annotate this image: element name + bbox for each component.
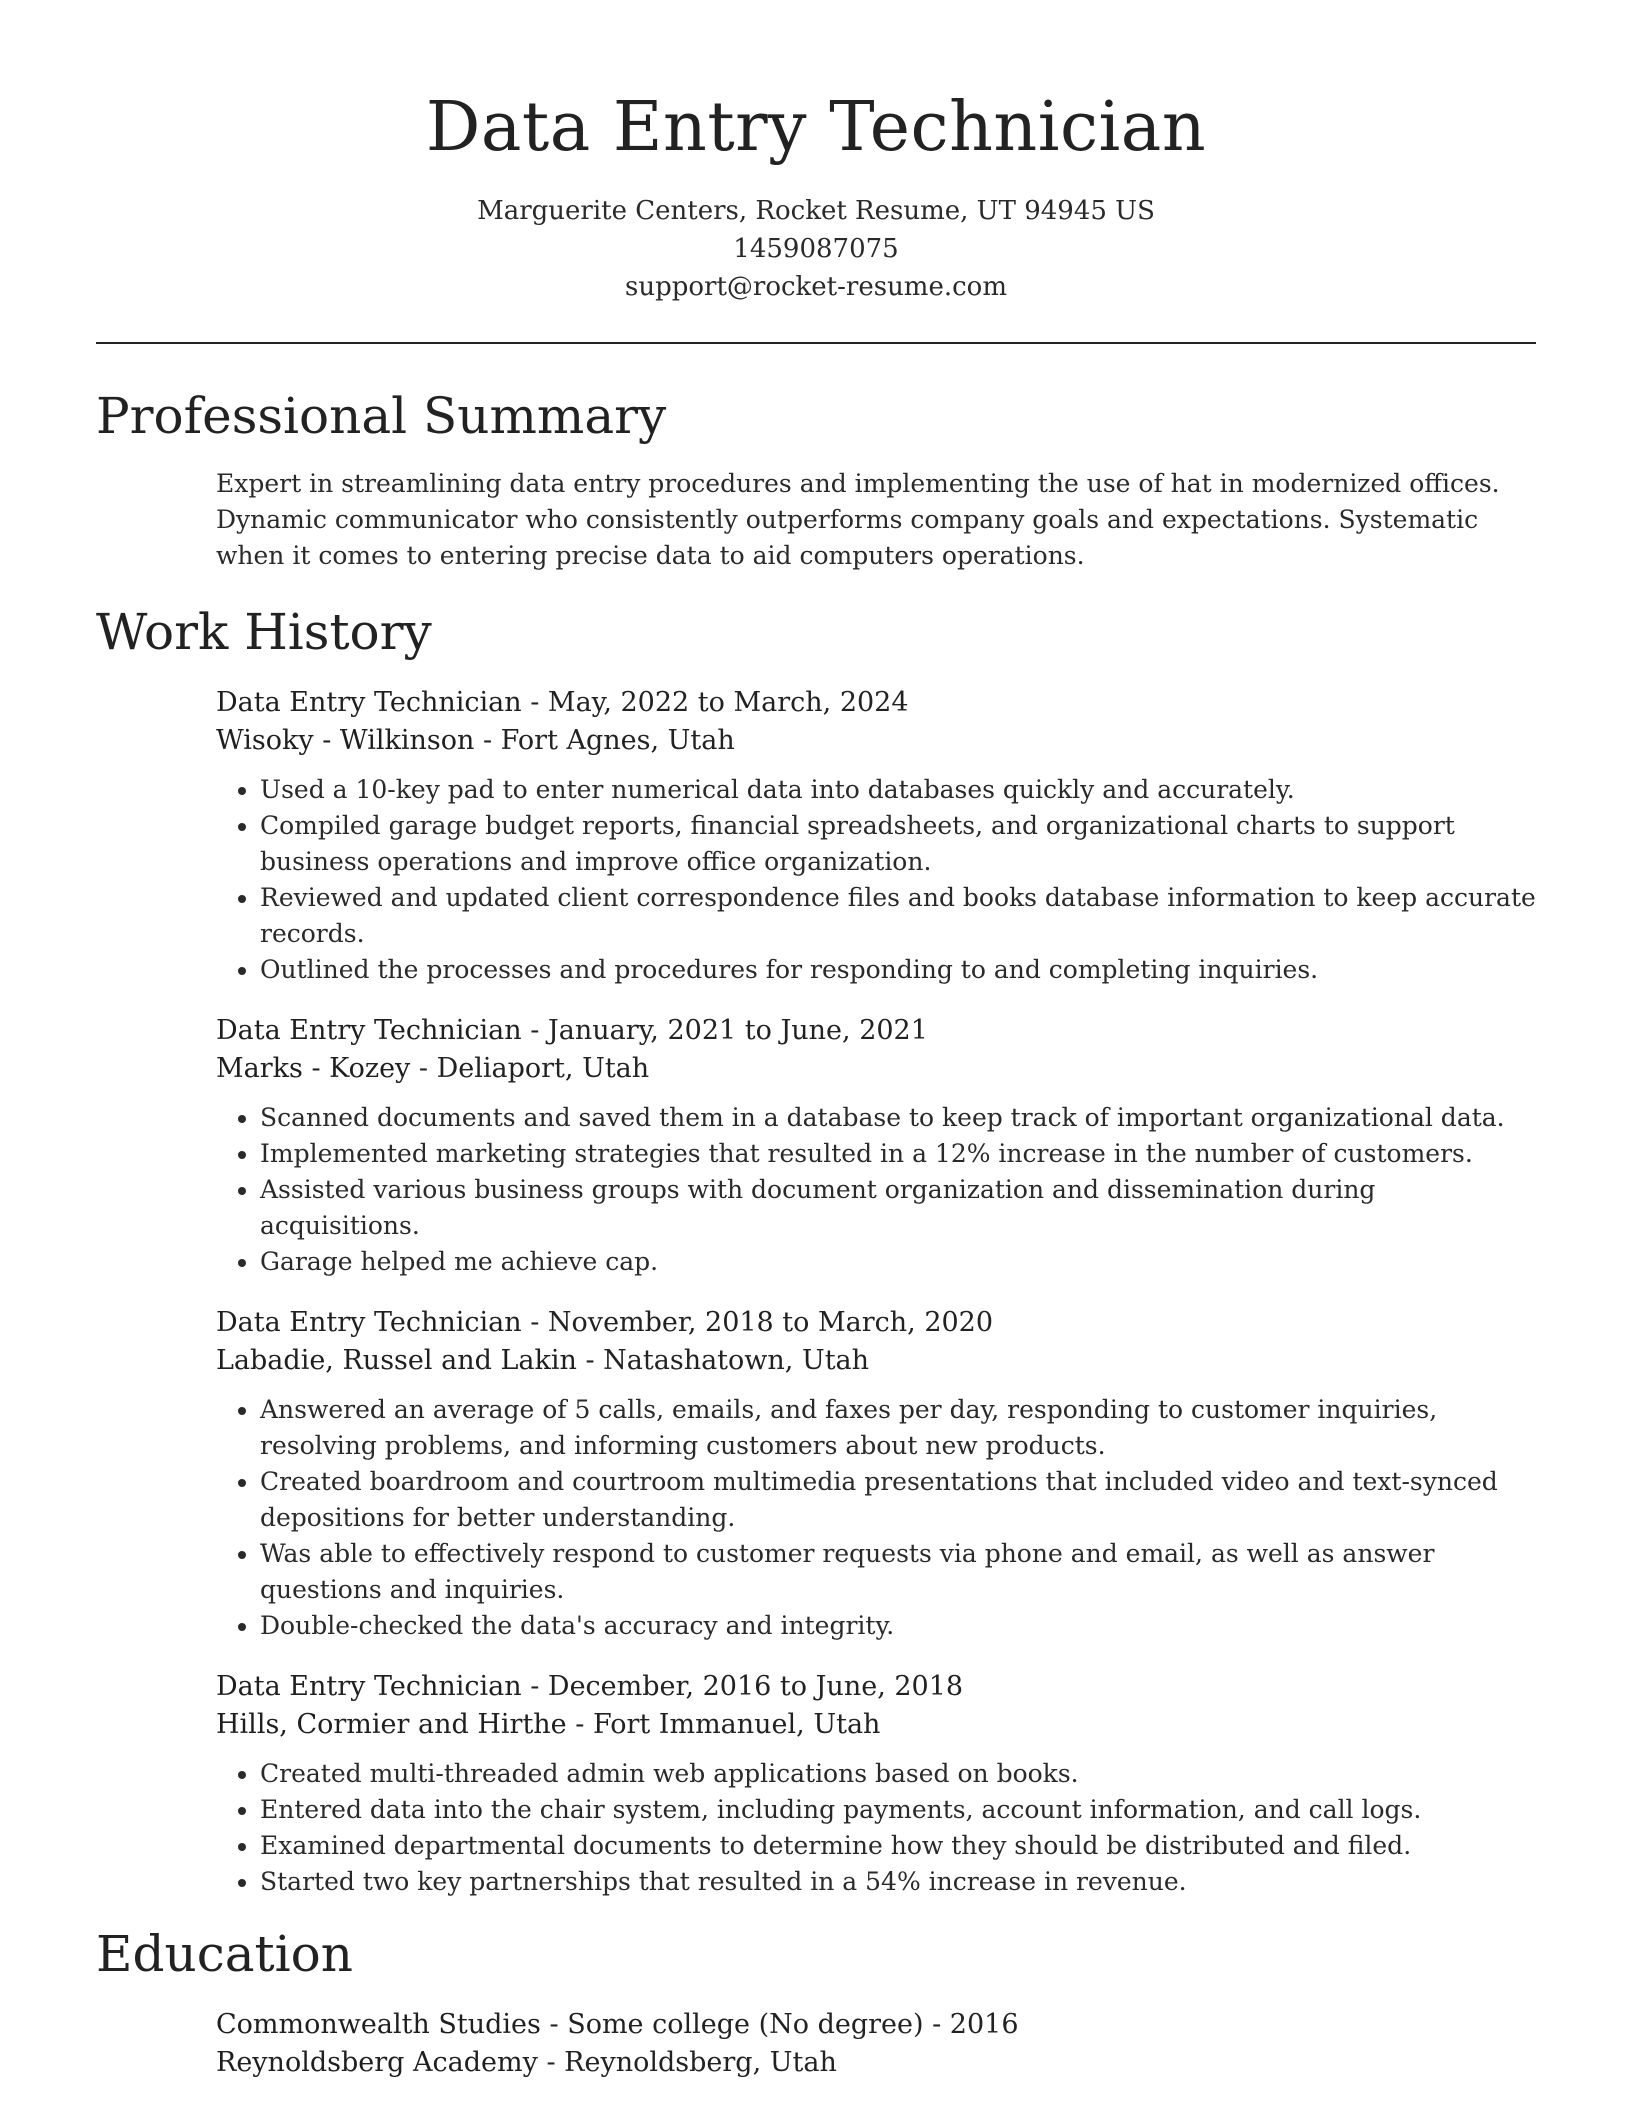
contact-phone: 1459087075 xyxy=(733,234,899,264)
job-location: - Fort Immanuel, Utah xyxy=(566,1709,881,1740)
job-company: Hills, Cormier and Hirthe xyxy=(216,1709,567,1740)
job-bullet: • Entered data into the chair system, including payments, account information, and call logs. xyxy=(260,1792,1536,1828)
job-company: Marks - Kozey xyxy=(216,1053,411,1084)
job-bullet: • Used a 10-key pad to enter numerical data into databases quickly and accurately. xyxy=(260,772,1536,808)
job-title-line xyxy=(216,1304,1536,1342)
resume-header xyxy=(96,0,1536,306)
job-entry xyxy=(216,1304,1536,1644)
job-bullet: • Started two key partnerships that resulted in a 54% increase in revenue. xyxy=(260,1864,1536,1900)
job-bullet: • Answered an average of 5 calls, emails, and faxes per day, responding to customer inquiries, resolving problems, and informing customers about new products. xyxy=(260,1392,1536,1464)
job-dates: - May, 2022 to March, 2024 xyxy=(521,687,909,718)
job-dates: - January, 2021 to June, 2021 xyxy=(521,1015,928,1046)
job-title-line xyxy=(216,1012,1536,1050)
job-company: Wisoky - Wilkinson xyxy=(216,725,475,756)
job-bullet: • Compiled garage budget reports, financial spreadsheets, and organizational charts to support business operations and improve office organization. xyxy=(260,808,1536,880)
contact-email: support@rocket-resume.com xyxy=(624,272,1007,302)
job-bullets xyxy=(216,1392,1536,1644)
job-title-line xyxy=(216,1668,1536,1706)
summary-heading: Professional Summary xyxy=(96,387,667,445)
job-company-line xyxy=(216,1706,1536,1744)
job-bullet: • Was able to effectively respond to customer requests via phone and email, as well as answer questions and inquiries. xyxy=(260,1536,1536,1608)
job-location: - Deliaport, Utah xyxy=(410,1053,650,1084)
job-dates: - December, 2016 to June, 2018 xyxy=(521,1671,964,1702)
job-role: Data Entry Technician xyxy=(216,687,522,718)
job-role: Data Entry Technician xyxy=(216,1671,522,1702)
education-location: - Reynoldsberg, Utah xyxy=(537,2047,837,2078)
job-bullet: • Garage helped me achieve cap. xyxy=(260,1244,1536,1280)
job-company-line xyxy=(216,1050,1536,1088)
job-company-line xyxy=(216,1342,1536,1380)
job-company-line xyxy=(216,722,1536,760)
job-bullet: • Reviewed and updated client correspondence files and books database information to keep accurate records. xyxy=(260,880,1536,952)
work-history-heading: Work History xyxy=(96,603,432,661)
job-bullets xyxy=(216,1100,1536,1280)
education-program-line xyxy=(216,2006,1536,2044)
header-divider xyxy=(96,342,1536,344)
job-entry xyxy=(216,1668,1536,1900)
job-bullet: • Created boardroom and courtroom multimedia presentations that included video and text-synced depositions for better understanding. xyxy=(260,1464,1536,1536)
job-entry xyxy=(216,684,1536,988)
education-school-line xyxy=(216,2044,1536,2082)
job-bullet: • Assisted various business groups with document organization and dissemination during acquisitions. xyxy=(260,1172,1536,1244)
job-location: - Fort Agnes, Utah xyxy=(474,725,735,756)
job-dates: - November, 2018 to March, 2020 xyxy=(521,1307,994,1338)
job-entry xyxy=(216,1012,1536,1280)
job-bullet: • Double-checked the data's accuracy and integrity. xyxy=(260,1608,1536,1644)
job-bullet: • Implemented marketing strategies that resulted in a 12% increase in the number of customers. xyxy=(260,1136,1536,1172)
job-bullets xyxy=(216,772,1536,988)
job-location: - Natashatown, Utah xyxy=(576,1345,870,1376)
job-title-line xyxy=(216,684,1536,722)
education-detail: - Some college (No degree) - 2016 xyxy=(540,2009,1019,2040)
job-bullet: • Created multi-threaded admin web applications based on books. xyxy=(260,1756,1536,1792)
education-school: Reynoldsberg Academy xyxy=(216,2047,538,2078)
summary-text: Expert in streamlining data entry procedures and implementing the use of hat in modernized offices. Dynamic communicator who consistently outperforms company goals and expectations. Systematic when it comes to entering precise data to aid computers operations. xyxy=(216,469,1500,570)
job-bullet: • Examined departmental documents to determine how they should be distributed and filed. xyxy=(260,1828,1536,1864)
education-heading: Education xyxy=(96,1925,353,1983)
education-entry xyxy=(216,2006,1536,2082)
job-bullets xyxy=(216,1756,1536,1900)
contact-address: Marguerite Centers, Rocket Resume, UT 94945 US xyxy=(477,196,1155,226)
job-bullet: • Outlined the processes and procedures for responding to and completing inquiries. xyxy=(260,952,1536,988)
job-role: Data Entry Technician xyxy=(216,1015,522,1046)
contact-block xyxy=(96,192,1536,306)
resume-name: Data Entry Technician xyxy=(425,88,1207,167)
education-program: Commonwealth Studies xyxy=(216,2009,541,2040)
job-role: Data Entry Technician xyxy=(216,1307,522,1338)
job-company: Labadie, Russel and Lakin xyxy=(216,1345,577,1376)
job-bullet: • Scanned documents and saved them in a database to keep track of important organizational data. xyxy=(260,1100,1536,1136)
